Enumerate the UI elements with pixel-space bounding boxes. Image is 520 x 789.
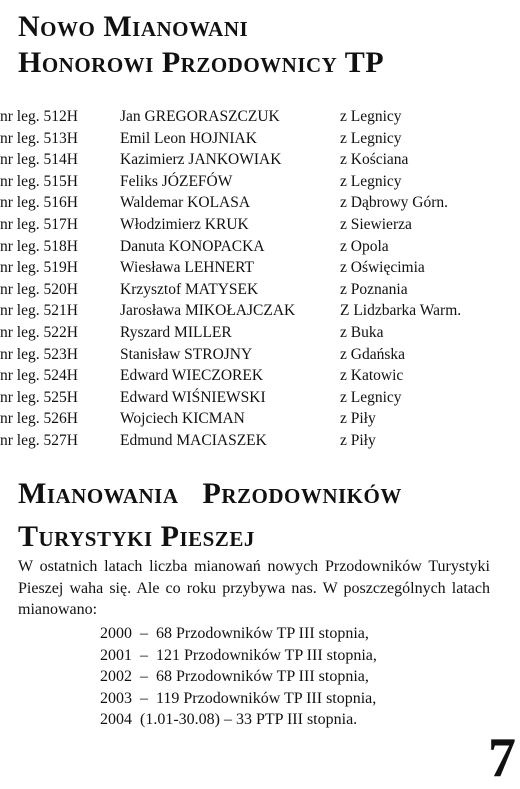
legitimation-number: nr leg. 525H xyxy=(0,388,78,406)
list-item xyxy=(0,128,510,150)
member-town: z Legnicy xyxy=(340,388,402,406)
list-item xyxy=(0,214,510,236)
member-town: z Legnicy xyxy=(340,172,402,190)
member-town: Z Lidzbarka Warm. xyxy=(340,302,462,320)
list-item xyxy=(0,430,510,452)
legitimation-number: nr leg. 517H xyxy=(0,215,78,233)
member-name: Wiesława LEHNERT xyxy=(120,259,255,277)
member-name: Ryszard MILLER xyxy=(120,323,232,341)
list-item xyxy=(0,236,510,258)
member-name: Waldemar KOLASA xyxy=(120,194,251,212)
list-item xyxy=(0,365,510,387)
year-item: 2000 – 68 Przodowników TP III stopnia, xyxy=(100,625,369,642)
list-item xyxy=(0,149,510,171)
members-list xyxy=(0,106,510,452)
member-town: z Dąbrowy Górn. xyxy=(340,194,449,212)
member-town: z Buka xyxy=(340,323,384,341)
list-item xyxy=(0,192,510,214)
list-item xyxy=(0,344,510,366)
year-item: 2002 – 68 Przodowników TP III stopnia, xyxy=(100,668,369,686)
legitimation-number: nr leg. 519H xyxy=(0,259,78,277)
list-item xyxy=(0,387,510,409)
legitimation-number: nr leg. 522H xyxy=(0,323,78,341)
member-town: z Oświęcimia xyxy=(340,259,425,277)
legitimation-number: nr leg. 524H xyxy=(0,367,78,385)
legitimation-number: nr leg. 527H xyxy=(0,431,78,449)
legitimation-number: nr leg. 514H xyxy=(0,151,78,169)
legitimation-number: nr leg. 516H xyxy=(0,194,78,212)
year-item: 2001 – 121 Przodowników TP III stopnia, xyxy=(100,646,377,664)
legitimation-number: nr leg. 521H xyxy=(0,302,78,320)
member-town: z Kościana xyxy=(340,151,409,169)
member-name: Jan GREGORASZCZUK xyxy=(120,108,280,125)
legitimation-number: nr leg. 512H xyxy=(0,108,78,125)
member-name: Kazimierz JANKOWIAK xyxy=(120,151,282,169)
intro-paragraph: W ostatnich latach liczba mianowań nowych Przodowników Turystyki Pieszej waha się. Ale co roku przybywa nas. W poszczególnych latach mianowano: xyxy=(18,558,490,619)
section-title-line-2: Turystyki Pieszej xyxy=(18,520,255,553)
member-name: Danuta KONOPACKA xyxy=(120,237,265,255)
member-name: Emil Leon HOJNIAK xyxy=(120,129,257,147)
title-line-2: Honorowi Przodownicy TP xyxy=(18,46,385,79)
yearly-appointments-list xyxy=(100,623,377,731)
page-number: 7 xyxy=(488,727,516,789)
legitimation-number: nr leg. 520H xyxy=(0,280,78,298)
list-item xyxy=(0,171,510,193)
title-line-1: Nowo Mianowani xyxy=(18,10,249,43)
member-name: Edward WIECZOREK xyxy=(120,367,264,385)
list-item xyxy=(0,408,510,430)
year-item: 2004 (1.01-30.08) – 33 PTP III stopnia. xyxy=(100,711,358,729)
legitimation-number: nr leg. 518H xyxy=(0,237,78,255)
legitimation-number: nr leg. 523H xyxy=(0,345,78,363)
member-town: z Katowic xyxy=(340,367,404,385)
member-town: z Legnicy xyxy=(340,129,402,147)
member-town: z Piły xyxy=(340,431,376,449)
list-item xyxy=(0,279,510,301)
member-name: Feliks JÓZEFÓW xyxy=(120,172,233,190)
member-town: z Gdańska xyxy=(340,345,405,363)
list-item xyxy=(0,322,510,344)
member-town: z Piły xyxy=(340,410,376,428)
legitimation-number: nr leg. 526H xyxy=(0,410,78,428)
member-name: Wojciech KICMAN xyxy=(120,410,245,428)
list-item xyxy=(0,257,510,279)
member-town: z Opola xyxy=(340,237,389,255)
year-item: 2003 – 119 Przodowników TP III stopnia, xyxy=(100,689,377,707)
member-town: z Poznania xyxy=(340,280,408,298)
legitimation-number: nr leg. 515H xyxy=(0,172,78,190)
list-item xyxy=(0,106,510,128)
section-title-line-1: Mianowania Przodowników xyxy=(18,477,402,510)
member-name: Edmund MACIASZEK xyxy=(120,431,267,449)
member-town: z Legnicy xyxy=(340,108,402,125)
member-name: Jarosława MIKOŁAJCZAK xyxy=(120,302,296,320)
legitimation-number: nr leg. 513H xyxy=(0,129,78,147)
list-item xyxy=(0,300,510,322)
member-name: Włodzimierz KRUK xyxy=(120,215,249,233)
member-name: Edward WIŚNIEWSKI xyxy=(120,388,266,406)
member-name: Stanisław STROJNY xyxy=(120,345,253,363)
member-town: z Siewierza xyxy=(340,215,412,233)
member-name: Krzysztof MATYSEK xyxy=(120,280,259,298)
